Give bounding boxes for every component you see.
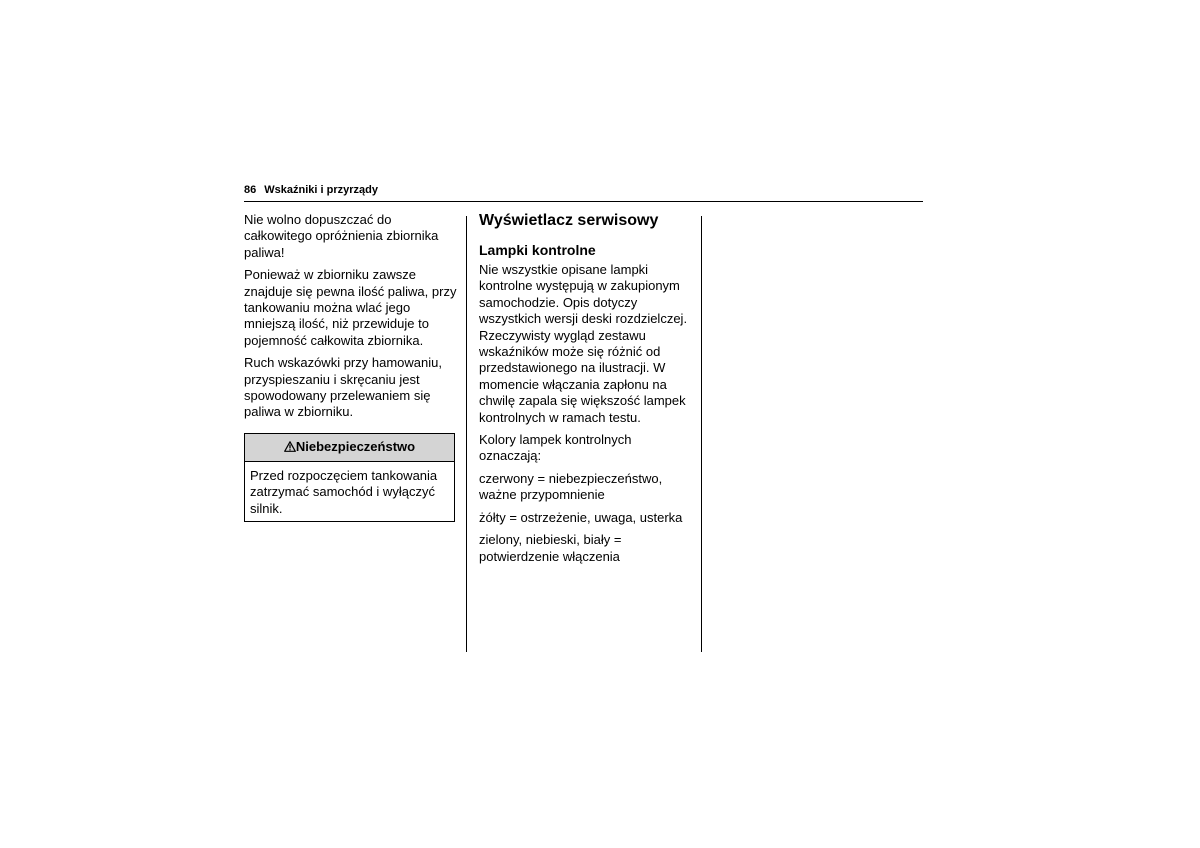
paragraph: Ruch wskazówki przy hamowaniu, przyspieszaniu i skręcaniu jest spowodowany przelewaniem się paliwa w zbiorniku. [244, 355, 442, 420]
left-column [244, 212, 458, 427]
paragraph: Nie wszystkie opisane lampki kontrolne występują w zakupionym samochodzie. Opis dotyczy wszystkich wersji deski rozdzielczej. Rzeczywisty wygląd zestawu wskaźników może się różnić od przedstawionego na ilustracji. W momencie włączania zapłonu na chwilę zapala się większość lampek kontrolnych w ramach testu. [479, 262, 688, 425]
paragraph: czerwony = niebezpieczeństwo, ważne przypomnienie [479, 470, 663, 503]
column-divider [466, 216, 467, 652]
section-title: Wskaźniki i przyrządy [264, 184, 378, 196]
warning-triangle-icon [284, 441, 296, 452]
header-rule [244, 201, 923, 202]
paragraph: żółty = ostrzeżenie, uwaga, usterka [479, 509, 683, 525]
page-header [244, 184, 378, 196]
column-divider [701, 216, 702, 652]
section-heading: Wyświetlacz serwisowy [479, 212, 659, 229]
page-number: 86 [244, 184, 257, 196]
warning-header [245, 434, 454, 462]
subsection-heading: Lampki kontrolne [479, 242, 596, 258]
paragraph: Kolory lampek kontrolnych oznaczają: [479, 432, 632, 464]
warning-title: Niebezpieczeństwo [295, 439, 416, 454]
paragraph: Ponieważ w zbiorniku zawsze znajduje się pewna ilość paliwa, przy tankowaniu można wlać jego mniejszą ilość, niż przewiduje to pojemność całkowita zbiornika. [244, 267, 457, 348]
warning-text: Przed rozpoczęciem tankowania zatrzymać samochód i wyłączyć silnik. [250, 468, 438, 516]
warning-box [244, 433, 455, 522]
paragraph: Nie wolno dopuszczać do całkowitego opróżnienia zbiornika paliwa! [244, 212, 439, 260]
paragraph: zielony, niebieski, biały = potwierdzenie włączenia [479, 532, 622, 564]
right-column [479, 211, 691, 571]
